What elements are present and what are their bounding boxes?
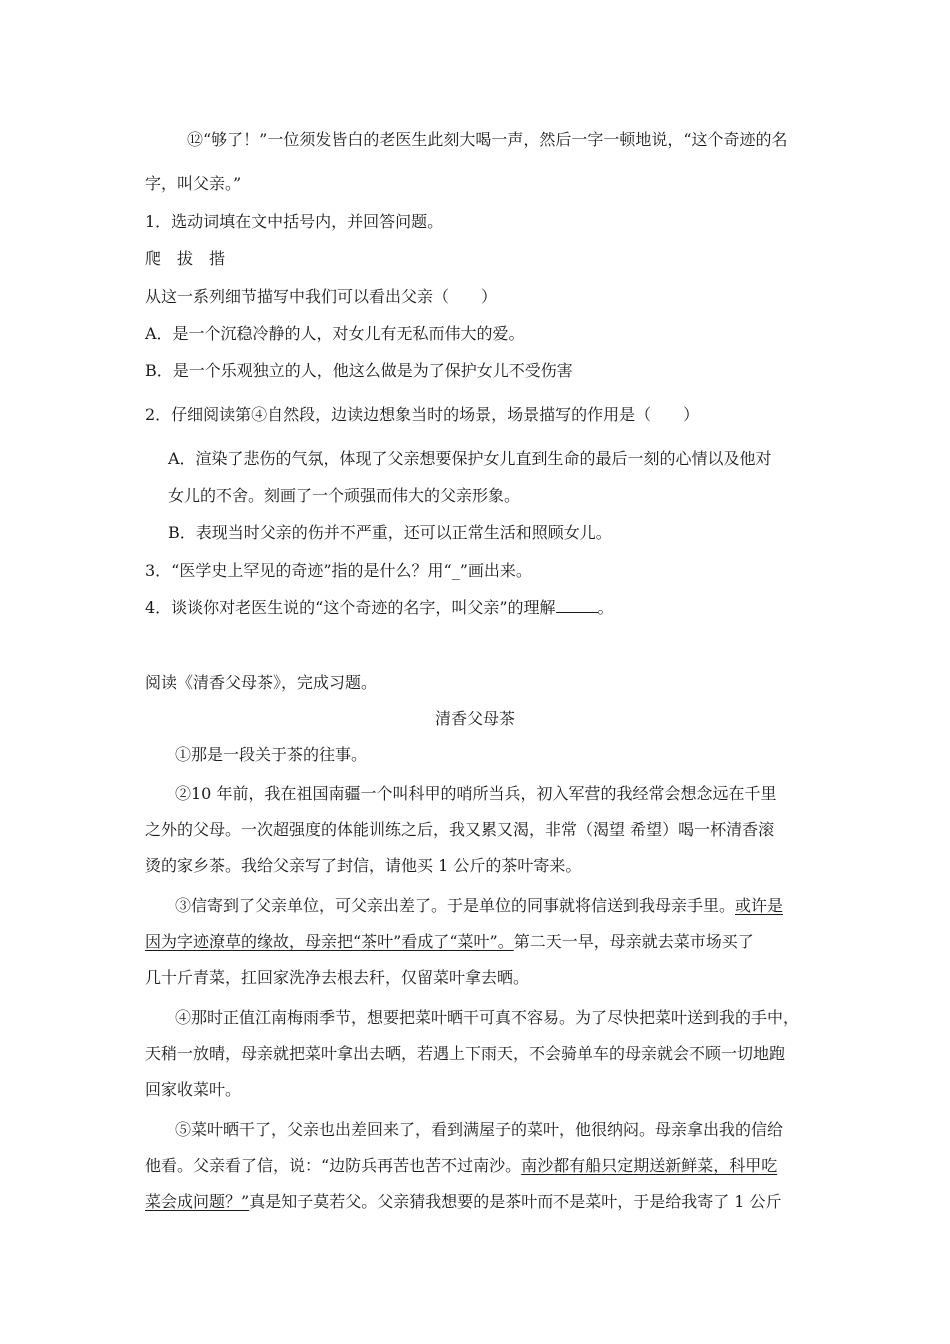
passage-paragraph-4-line-1: ④那时正值江南梅雨季节，想要把菜叶晒干可真不容易。为了尽快把菜叶送到我的手中， — [175, 1008, 800, 1027]
question-2: 2．仔细阅读第④自然段，边读边想象当时的场景，场景描写的作用是（ ） — [145, 405, 700, 424]
passage-paragraph-5-line-2 — [145, 1155, 777, 1177]
question-1: 1．选动词填在文中括号内，并回答问题。 — [145, 212, 444, 231]
passage-title: 清香父母茶 — [434, 709, 515, 728]
question-2-option-a-line-1: A．渲染了悲伤的气氛，体现了父亲想要保护女儿直到生命的最后一刻的心情以及他对 — [168, 449, 772, 468]
question-4-end: 。 — [597, 598, 614, 617]
passage-paragraph-2-line-1: ②10 年前，我在祖国南疆一个叫科甲的哨所当兵，初入军营的我经常会想念远在千里 — [175, 784, 777, 803]
answer-blank[interactable] — [556, 598, 598, 613]
p3-underlined-text: 或许是 — [735, 896, 784, 915]
p5-underlined-text: 南沙都有船只定期送新鲜菜，科甲吃 — [521, 1156, 778, 1175]
p5-text: 他看。父亲看了信，说：“边防兵再苦也苦不过南沙。 — [145, 1156, 522, 1175]
passage-paragraph-3-line-1 — [175, 895, 783, 917]
passage-paragraph-5-line-1: ⑤菜叶晒干了，父亲也出差回来了，看到满屋子的菜叶，他很纳闷。母亲拿出我的信给 — [175, 1120, 784, 1139]
question-4 — [145, 597, 614, 619]
question-1-word-choices: 爬 拔 揩 — [145, 249, 226, 268]
question-1-option-a: A．是一个沉稳冷静的人，对女儿有无私而伟大的爱。 — [145, 324, 525, 343]
question-1-sub: 从这一系列细节描写中我们可以看出父亲（ ） — [145, 287, 498, 306]
p3-text: ③信寄到了父亲单位，可父亲出差了。于是单位的同事就将信送到我母亲手里。 — [175, 896, 736, 915]
paragraph-12-line-1: ⑫“够了！”一位须发皆白的老医生此刻大喝一声，然后一字一顿地说，“这个奇迹的名 — [187, 130, 788, 149]
paragraph-12-line-2: 字，叫父亲。” — [145, 174, 242, 193]
question-3: 3．“医学史上罕见的奇迹”指的是什么？用“_”画出来。 — [145, 561, 532, 580]
question-2-option-a-line-2: 女儿的不舍。刻画了一个顽强而伟大的父亲形象。 — [168, 486, 521, 505]
question-1-option-b: B．是一个乐观独立的人，他这么做是为了保护女儿不受伤害 — [145, 361, 573, 380]
passage-paragraph-4-line-3: 回家收菜叶。 — [145, 1080, 242, 1099]
p3-text-2: 第二天一早，母亲就去菜市场买了 — [513, 932, 754, 951]
p5-underlined-text-2: 菜会成问题？” — [145, 1192, 250, 1211]
reading-intro: 阅读《清香父母茶》，完成习题。 — [145, 673, 378, 692]
passage-paragraph-4-line-2: 天稍一放晴，母亲就把菜叶拿出去晒，若遇上下雨天，不会骑单车的母亲就会不顾一切地跑 — [145, 1044, 786, 1063]
p5-text-2: 真是知子莫若父。父亲猜我想要的是茶叶而不是菜叶，于是给我寄了 1 公斤 — [249, 1192, 782, 1211]
passage-paragraph-3-line-2 — [145, 931, 754, 953]
passage-paragraph-3-line-3: 几十斤青菜，扛回家洗净去根去秆，仅留菜叶拿去晒。 — [145, 968, 530, 987]
passage-paragraph-2-line-2: 之外的父母。一次超强度的体能训练之后，我又累又渴，非常（渴望 希望）喝一杯清香滚 — [145, 820, 775, 839]
passage-paragraph-1: ①那是一段关于茶的往事。 — [175, 745, 368, 764]
p3-underlined-text-2: 因为字迹潦草的缘故，母亲把“茶叶”看成了“菜叶”。 — [145, 932, 514, 951]
passage-paragraph-5-line-3 — [145, 1191, 782, 1213]
question-4-text: 4．谈谈你对老医生说的“这个奇迹的名字，叫父亲”的理解 — [145, 598, 556, 617]
question-2-option-b: B．表现当时父亲的伤并不严重，还可以正常生活和照顾女儿。 — [168, 523, 612, 542]
passage-paragraph-2-line-3: 烫的家乡茶。我给父亲写了封信，请他买 1 公斤的茶叶寄来。 — [145, 856, 582, 875]
